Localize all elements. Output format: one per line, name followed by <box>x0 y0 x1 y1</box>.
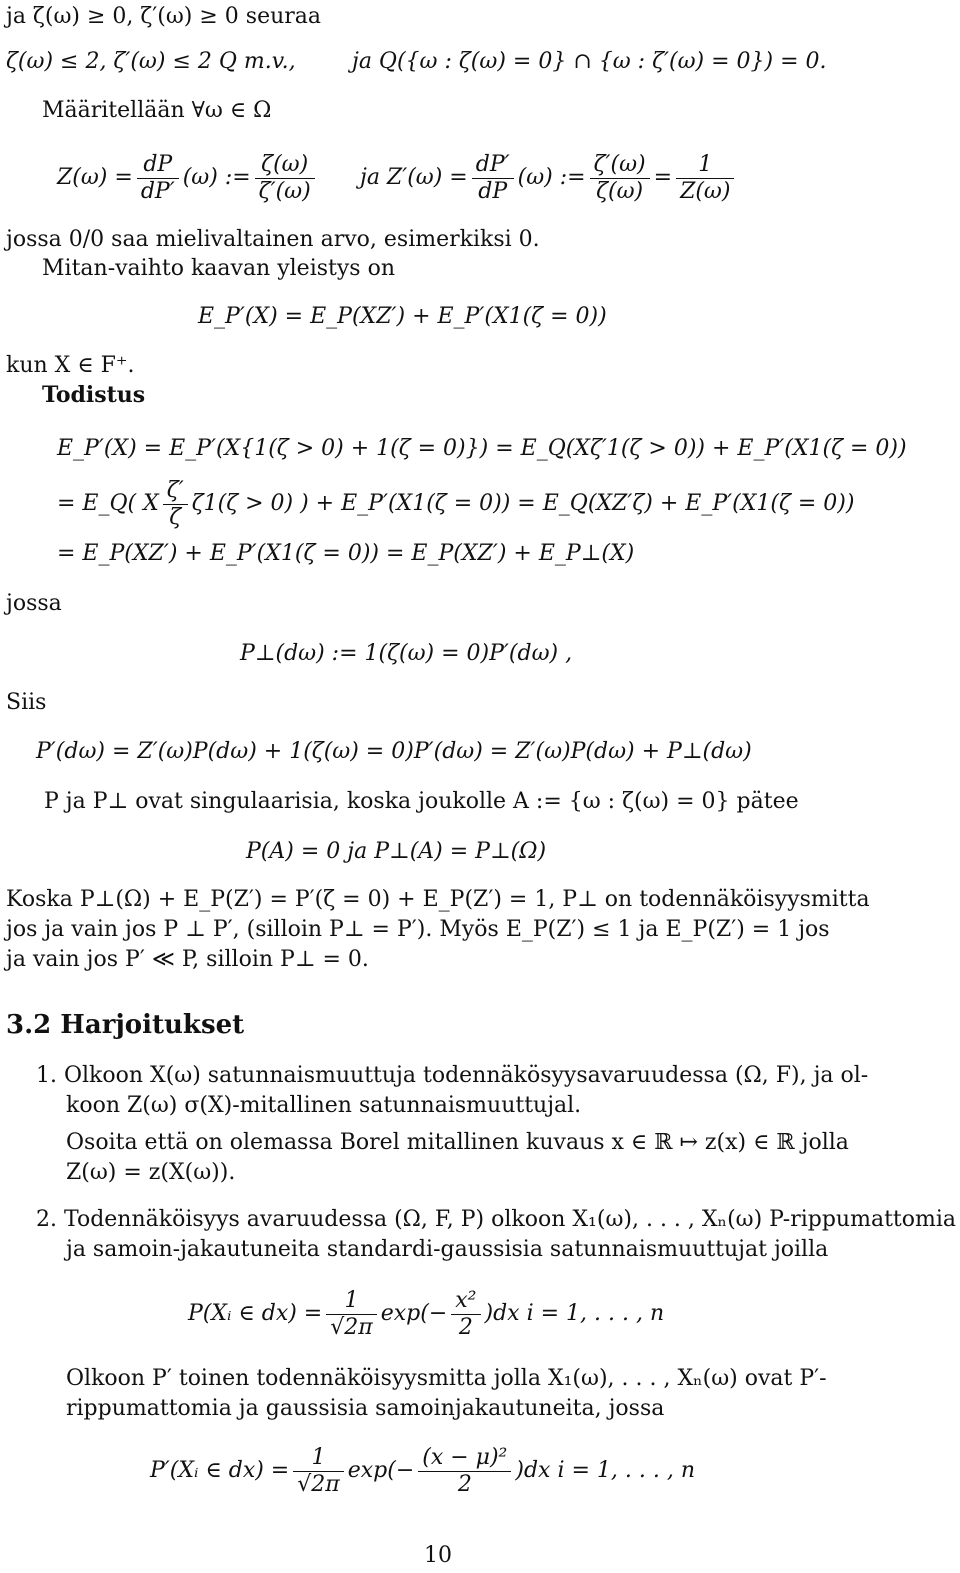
text-line-siis: Siis <box>6 690 47 715</box>
z-definition <box>57 147 315 209</box>
z2-f3-num: 1 <box>676 152 734 179</box>
z-f1-num: dP <box>137 152 179 179</box>
text-line-jossa: jossa <box>6 591 62 616</box>
f1-num: 1 <box>326 1288 376 1315</box>
f1-lhs: P(Xᵢ ∈ dx) = <box>188 1301 323 1326</box>
f1-tail: )dx i = 1, . . . , n <box>484 1301 665 1326</box>
f2-fraction <box>293 1445 343 1498</box>
proof-line-2 <box>57 476 854 532</box>
exercise-2-line-3: Olkoon P′ toinen todennäköisyysmitta jolla X₁(ω), . . . , Xₙ(ω) ovat P′- <box>66 1366 827 1391</box>
z-lhs: Z(ω) = <box>57 165 133 190</box>
f1-den: √2π <box>330 1314 373 1340</box>
proof-line-3: = E_P(XZ′) + E_P′(X1(ζ = 0)) = E_P(XZ′) + E_P⊥(X) <box>57 541 635 566</box>
text-line-17: P ja P⊥ ovat singulaarisia, koska joukolle A := {ω : ζ(ω) = 0} pätee <box>44 789 799 814</box>
z2-mid: (ω) := <box>517 165 586 190</box>
z2-f3-den: Z(ω) <box>680 178 731 204</box>
z2-f2-den: ζ(ω) <box>596 178 644 204</box>
page-number: 10 <box>424 1543 452 1568</box>
proof-line-2a: = E_Q( X <box>57 491 159 516</box>
formula-gauss-1 <box>188 1283 664 1345</box>
proof-heading: Todistus <box>42 382 146 408</box>
f2-enum: (x − μ)² <box>418 1445 511 1472</box>
z2-lhs: ja Z′(ω) = <box>360 165 468 190</box>
zeta-frac-num: ζ′ <box>163 478 188 505</box>
text-line-3: Määritellään ∀ω ∈ Ω <box>42 98 272 123</box>
exercise-1-line-1: 1. Olkoon X(ω) satunnaismuuttuja todennäkösyysavaruudessa (Ω, F), ja ol- <box>36 1063 869 1088</box>
text-line-19: Koska P⊥(Ω) + E_P(Z′) = P′(ζ = 0) + E_P(Z′) = 1, P⊥ on todennäköisyysmitta <box>6 887 870 912</box>
text-line-1: ja ζ(ω) ≥ 0, ζ′(ω) ≥ 0 seuraa <box>6 4 322 29</box>
z-f1-den: dP′ <box>140 178 175 204</box>
z2-f1-num: dP′ <box>472 152 514 179</box>
z-mid: (ω) := <box>182 165 251 190</box>
z2-eq: = <box>653 165 673 190</box>
formula-change-of-measure: E_P′(X) = E_P(XZ′) + E_P′(X1(ζ = 0)) <box>198 304 607 329</box>
text-line-5: jossa 0/0 saa mielivaltainen arvo, esimerkiksi 0. <box>6 227 540 252</box>
zeta-frac-den: ζ <box>169 504 182 530</box>
f1-exp: exp(− <box>380 1301 448 1326</box>
f1-eden: 2 <box>458 1314 473 1340</box>
proof-line-1: E_P′(X) = E_P′(X{1(ζ > 0) + 1(ζ = 0)}) = E_Q(Xζ′1(ζ > 0)) + E_P′(X1(ζ = 0)) <box>57 436 907 461</box>
f2-eden: 2 <box>457 1471 472 1497</box>
formula-gauss-2 <box>150 1440 695 1502</box>
f2-den: √2π <box>297 1471 340 1497</box>
text-line-8: kun X ∈ F⁺. <box>6 353 135 378</box>
z2-f2-num: ζ′(ω) <box>590 152 650 179</box>
f2-tail: )dx i = 1, . . . , n <box>515 1458 696 1483</box>
exercise-1-line-3: Osoita että on olemassa Borel mitallinen kuvaus x ∈ ℝ ↦ z(x) ∈ ℝ jolla <box>66 1130 849 1155</box>
text-line-2a: ζ(ω) ≤ 2, ζ′(ω) ≤ 2 Q m.v., <box>6 49 296 74</box>
z2-fraction-1 <box>472 152 514 205</box>
z2-fraction-3 <box>676 152 734 205</box>
proof-line-2b: ζ1(ζ > 0) ) + E_P′(X1(ζ = 0)) = E_Q(XZ′ζ) + E_P′(X1(ζ = 0)) <box>191 491 855 516</box>
z2-fraction-2 <box>590 152 650 205</box>
f2-exp-fraction <box>418 1445 511 1498</box>
formula-p-prime: P′(dω) = Z′(ω)P(dω) + 1(ζ(ω) = 0)P′(dω) = Z′(ω)P(dω) + P⊥(dω) <box>36 739 752 764</box>
text-line-21: ja vain jos P′ ≪ P, silloin P⊥ = 0. <box>6 947 369 972</box>
formula-p-a: P(A) = 0 ja P⊥(A) = P⊥(Ω) <box>246 839 547 864</box>
f2-num: 1 <box>293 1445 343 1472</box>
zeta-fraction <box>163 478 188 531</box>
exercise-1-line-4: Z(ω) = z(X(ω)). <box>66 1160 236 1185</box>
exercise-2-line-4: rippumattomia ja gaussisia samoinjakautuneita, jossa <box>66 1396 665 1421</box>
z-fraction-1 <box>137 152 179 205</box>
f1-enum: x² <box>451 1288 480 1315</box>
section-heading: 3.2 Harjoitukset <box>6 1010 245 1040</box>
z-fraction-2 <box>255 152 315 205</box>
z-prime-definition <box>360 147 734 209</box>
exercise-2-line-1: 2. Todennäköisyys avaruudessa (Ω, F, P) olkoon X₁(ω), . . . , Xₙ(ω) P-rippumattomia <box>36 1207 957 1232</box>
f2-exp: exp(− <box>347 1458 415 1483</box>
text-line-6: Mitan-vaihto kaavan yleistys on <box>42 256 395 281</box>
exercise-1-line-2: koon Z(ω) σ(X)-mitallinen satunnaismuuttujal. <box>66 1093 582 1118</box>
text-line-2b: ja Q({ω : ζ(ω) = 0} ∩ {ω : ζ′(ω) = 0}) = 0. <box>352 49 827 74</box>
text-line-20: jos ja vain jos P ⊥ P′, (silloin P⊥ = P′). Myös E_P(Z′) ≤ 1 ja E_P(Z′) = 1 jos <box>6 917 830 942</box>
z-f2-num: ζ(ω) <box>255 152 315 179</box>
formula-p-perp: P⊥(dω) := 1(ζ(ω) = 0)P′(dω) , <box>240 641 573 666</box>
f1-fraction <box>326 1288 376 1341</box>
f1-exp-fraction <box>451 1288 480 1341</box>
f2-lhs: P′(Xᵢ ∈ dx) = <box>150 1458 290 1483</box>
exercise-2-line-2: ja samoin-jakautuneita standardi-gaussisia satunnaismuuttujat joilla <box>66 1237 829 1262</box>
z2-f1-den: dP <box>478 178 508 204</box>
z-f2-den: ζ′(ω) <box>258 178 311 204</box>
